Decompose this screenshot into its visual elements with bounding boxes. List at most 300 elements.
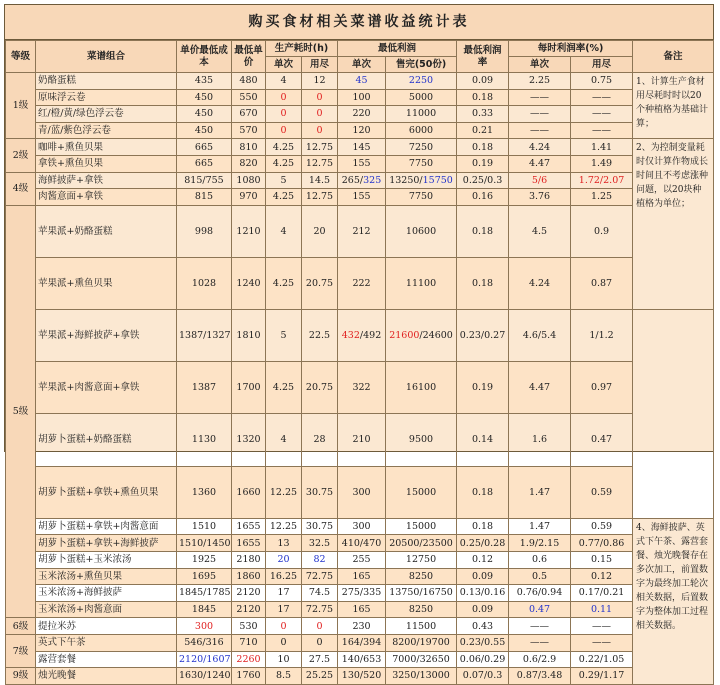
price-cell: 2120 [232, 601, 266, 618]
combo-name: 胡萝卜蛋糕+奶酪蛋糕 [36, 414, 177, 466]
level-cell: 7级 [6, 634, 36, 667]
profit-sale-cell: 16100 [386, 362, 457, 414]
profit-single-cell: 164/394 [338, 634, 386, 651]
hourly-single-cell: 0.6 [509, 551, 571, 568]
hourly-single-cell: 1.6 [509, 414, 571, 466]
profit-rate-cell: 0.09 [457, 568, 509, 585]
price-cell: 1655 [232, 535, 266, 552]
cost-cell: 1360 [177, 466, 232, 518]
table-title: 购买食材相关菜谱收益统计表 [5, 5, 713, 40]
time-total-cell: 22.5 [302, 310, 338, 362]
table-row [6, 634, 714, 651]
time-single-cell: 12.25 [266, 466, 302, 518]
profit-rate-cell: 0.25/0.28 [457, 535, 509, 552]
cost-cell: 450 [177, 89, 232, 106]
combo-name: 奶酪蛋糕 [36, 73, 177, 90]
time-total-cell: 12.75 [302, 155, 338, 172]
price-cell: 970 [232, 189, 266, 206]
time-single-cell: 0 [266, 634, 302, 651]
profit-rate-cell: 0.13/0.16 [457, 585, 509, 602]
combo-name: 露营套餐 [36, 651, 177, 668]
table-row [6, 601, 714, 618]
level-cell: 2级 [6, 139, 36, 172]
combo-name: 胡萝卜蛋糕+拿铁+熏鱼贝果 [36, 466, 177, 518]
profit-single-cell: 165 [338, 601, 386, 618]
combo-name: 拿铁+熏鱼贝果 [36, 155, 177, 172]
hourly-total-cell: 0.17/0.21 [571, 585, 633, 602]
hourly-total-cell: —— [571, 618, 633, 635]
price-cell: 550 [232, 89, 266, 106]
profit-single-b: 325 [363, 174, 382, 186]
price-cell: 1760 [232, 668, 266, 685]
time-total-cell: 72.75 [302, 601, 338, 618]
profit-rate-cell: 0.23/0.27 [457, 310, 509, 362]
table-row [6, 362, 714, 414]
hourly-total-cell: —— [571, 89, 633, 106]
time-total-cell: 30.75 [302, 466, 338, 518]
header-unit-cost: 单价最低成本 [177, 41, 232, 73]
hourly-total-cell: 0.97 [571, 362, 633, 414]
price-cell: 1860 [232, 568, 266, 585]
hourly-single-cell: —— [509, 618, 571, 635]
profit-single-cell: 300 [338, 466, 386, 518]
price-cell: 810 [232, 139, 266, 156]
cost-cell: 1387/1327 [177, 310, 232, 362]
profit-rate-cell: 0.19 [457, 362, 509, 414]
profit-single-a: 432 [341, 330, 360, 342]
time-total-cell: 30.75 [302, 518, 338, 535]
profit-single-cell: 130/520 [338, 668, 386, 685]
time-total-cell: 20.75 [302, 257, 338, 309]
profit-rate-cell: 0.18 [457, 466, 509, 518]
time-total-cell: 0 [302, 89, 338, 106]
profit-single-b: /492 [359, 330, 382, 342]
table-row [6, 668, 714, 685]
time-single-cell: 4 [266, 205, 302, 257]
hourly-total-cell: 0.77/0.86 [571, 535, 633, 552]
combo-name: 原味浮云卷 [36, 89, 177, 106]
cost-cell: 1695 [177, 568, 232, 585]
combo-name: 英式下午茶 [36, 634, 177, 651]
table-row [6, 466, 714, 518]
time-single-cell: 4.25 [266, 189, 302, 206]
time-total-cell: 27.5 [302, 651, 338, 668]
time-total-cell: 25.25 [302, 668, 338, 685]
time-single-cell: 8.5 [266, 668, 302, 685]
profit-rate-cell: 0.18 [457, 139, 509, 156]
price-cell: 1240 [232, 257, 266, 309]
time-total-cell: 14.5 [302, 172, 338, 189]
profit-single-cell: 220 [338, 106, 386, 123]
cost-cell: 665 [177, 155, 232, 172]
cost-cell: 1510 [177, 518, 232, 535]
table-row [6, 518, 714, 535]
time-single-cell: 0 [266, 106, 302, 123]
profit-sale-cell: 2250 [386, 73, 457, 90]
profit-rate-cell: 0.14 [457, 414, 509, 466]
profit-rate-cell: 0.09 [457, 601, 509, 618]
time-single-cell: 4 [266, 414, 302, 466]
level-cell: 6级 [6, 618, 36, 635]
profit-sale-cell: 9500 [386, 414, 457, 466]
profit-single-cell: 322 [338, 362, 386, 414]
hourly-total-cell: 1.25 [571, 189, 633, 206]
hourly-single-cell: 5/6 [509, 172, 571, 189]
profit-sale-cell: 7250 [386, 139, 457, 156]
combo-name: 红/橙/黄/绿色浮云卷 [36, 106, 177, 123]
time-total-cell: 0 [302, 106, 338, 123]
profit-single-cell: 212 [338, 205, 386, 257]
profit-single-cell [338, 172, 386, 189]
time-total-cell: 72.75 [302, 568, 338, 585]
cost-cell: 1630/1240 [177, 668, 232, 685]
profit-single-a: 265/ [341, 174, 364, 186]
combo-name: 苹果派+海鲜披萨+拿铁 [36, 310, 177, 362]
price-cell: 1810 [232, 310, 266, 362]
profit-sale-cell: 8200/19700 [386, 634, 457, 651]
time-single-cell: 16.25 [266, 568, 302, 585]
profit-rate-cell: 0.33 [457, 106, 509, 123]
note-cell-2 [633, 139, 714, 310]
hourly-total-cell: 0.29/1.17 [571, 668, 633, 685]
profit-sale-cell: 11500 [386, 618, 457, 635]
table-row [6, 73, 714, 90]
profit-rate-cell: 0.43 [457, 618, 509, 635]
hourly-total-cell: —— [571, 634, 633, 651]
hourly-total-cell: 0.9 [571, 205, 633, 257]
header-prod-time: 生产耗时(h) [266, 41, 338, 57]
profit-rate-cell: 0.12 [457, 551, 509, 568]
header-combo: 菜谱组合 [36, 41, 177, 73]
hourly-total-cell: 0.15 [571, 551, 633, 568]
cost-cell: 1925 [177, 551, 232, 568]
profit-rate-cell: 0.18 [457, 205, 509, 257]
cost-cell: 815/755 [177, 172, 232, 189]
hourly-single-cell: 1.9/2.15 [509, 535, 571, 552]
profit-single-cell: 410/470 [338, 535, 386, 552]
hourly-total-cell: 0.11 [571, 601, 633, 618]
hourly-single-cell: —— [509, 106, 571, 123]
cost-cell: 1028 [177, 257, 232, 309]
cost-cell: 2120/1607 [177, 651, 232, 668]
hourly-single-cell: —— [509, 634, 571, 651]
combo-name: 玉米浓汤+熏鱼贝果 [36, 568, 177, 585]
hourly-single-cell: 3.76 [509, 189, 571, 206]
profit-sale-cell: 15000 [386, 518, 457, 535]
profit-sale-cell: 6000 [386, 122, 457, 139]
profit-single-cell: 300 [338, 518, 386, 535]
time-total-cell: 28 [302, 414, 338, 466]
profit-rate-cell: 0.18 [457, 89, 509, 106]
time-single-cell: 0 [266, 89, 302, 106]
hourly-single-cell: 4.24 [509, 257, 571, 309]
price-cell: 1700 [232, 362, 266, 414]
profit-sale-a: 13250/ [389, 174, 423, 186]
cost-cell: 1130 [177, 414, 232, 466]
time-total-cell: 0 [302, 122, 338, 139]
profit-sale-cell: 5000 [386, 89, 457, 106]
cost-cell: 998 [177, 205, 232, 257]
table-row [6, 139, 714, 156]
hourly-single-cell: 0.5 [509, 568, 571, 585]
price-cell: 670 [232, 106, 266, 123]
table-row [6, 414, 714, 466]
time-single-cell: 10 [266, 651, 302, 668]
hourly-single-cell: 4.6/5.4 [509, 310, 571, 362]
recipe-profit-table [5, 40, 714, 685]
table-row [6, 205, 714, 257]
table-row [6, 257, 714, 309]
table-row [6, 155, 714, 172]
hourly-single-cell: 0.47 [509, 601, 571, 618]
time-single-cell: 5 [266, 172, 302, 189]
hourly-total-cell: 1.49 [571, 155, 633, 172]
hourly-single-cell: 0.6/2.9 [509, 651, 571, 668]
profit-single-cell: 145 [338, 139, 386, 156]
header-hourly-total: 用尽 [571, 57, 633, 73]
time-total-cell: 0 [302, 618, 338, 635]
hourly-single-cell: 2.25 [509, 73, 571, 90]
note-4: 4、海鲜披萨、英式下午茶、露营套餐、烛光晚餐存在多次加工，前置数字为最终加工轮次相关数据，后置数字为整体加工过程相关数据。 [636, 522, 709, 631]
cost-cell: 546/316 [177, 634, 232, 651]
price-cell: 1655 [232, 518, 266, 535]
profit-sale-cell: 10600 [386, 205, 457, 257]
profit-single-cell: 140/653 [338, 651, 386, 668]
hourly-single-cell: —— [509, 122, 571, 139]
header-min-price: 最低单价 [232, 41, 266, 73]
combo-name: 提拉米苏 [36, 618, 177, 635]
cost-cell: 1845/1785 [177, 585, 232, 602]
level-cell: 9级 [6, 668, 36, 685]
hourly-single-cell: 0.87/3.48 [509, 668, 571, 685]
level-cell: 5级 [6, 205, 36, 618]
cost-cell: 1387 [177, 362, 232, 414]
cost-cell: 665 [177, 139, 232, 156]
time-total-cell: 12.75 [302, 139, 338, 156]
price-cell: 570 [232, 122, 266, 139]
price-cell: 1660 [232, 466, 266, 518]
hourly-total-cell: 0.12 [571, 568, 633, 585]
profit-rate-cell: 0.16 [457, 189, 509, 206]
hourly-total-cell: 0.22/1.05 [571, 651, 633, 668]
profit-rate-cell: 0.21 [457, 122, 509, 139]
time-single-cell: 5 [266, 310, 302, 362]
time-total-cell: 12.75 [302, 189, 338, 206]
hourly-total-cell: 1/1.2 [571, 310, 633, 362]
profit-single-cell [338, 310, 386, 362]
time-single-cell: 0 [266, 618, 302, 635]
time-single-cell: 4.25 [266, 155, 302, 172]
table-row [6, 310, 714, 362]
profit-sale-b: 15750 [422, 174, 453, 186]
profit-single-cell: 210 [338, 414, 386, 466]
note-cell-4 [633, 518, 714, 684]
hourly-total-cell: 0.59 [571, 466, 633, 518]
time-single-cell: 17 [266, 585, 302, 602]
header-min-profit-rate: 最低利润率 [457, 41, 509, 73]
table-row [6, 122, 714, 139]
header-level: 等级 [6, 41, 36, 73]
price-cell: 820 [232, 155, 266, 172]
hourly-total-cell: 1.72/2.07 [571, 172, 633, 189]
profit-sale-cell: 7750 [386, 155, 457, 172]
combo-name: 胡萝卜蛋糕+玉米浓汤 [36, 551, 177, 568]
combo-name: 青/蓝/紫色浮云卷 [36, 122, 177, 139]
combo-name: 苹果派+熏鱼贝果 [36, 257, 177, 309]
profit-sale-cell: 12750 [386, 551, 457, 568]
time-total-cell: 20.75 [302, 362, 338, 414]
profit-single-cell: 155 [338, 189, 386, 206]
table-row [6, 189, 714, 206]
cost-cell: 1845 [177, 601, 232, 618]
level-cell: 4级 [6, 172, 36, 205]
profit-single-cell: 45 [338, 73, 386, 90]
header-profit-sale: 售完(50份) [386, 57, 457, 73]
table-row [6, 535, 714, 552]
profit-single-cell: 165 [338, 568, 386, 585]
time-single-cell: 20 [266, 551, 302, 568]
header-time-total: 用尽 [302, 57, 338, 73]
price-cell: 2120 [232, 585, 266, 602]
hourly-single-cell: —— [509, 89, 571, 106]
time-total-cell: 0 [302, 634, 338, 651]
profit-rate-cell: 0.25/0.3 [457, 172, 509, 189]
profit-rate-cell: 0.18 [457, 518, 509, 535]
profit-rate-cell: 0.06/0.29 [457, 651, 509, 668]
header-min-profit: 最低利润 [338, 41, 457, 57]
profit-sale-cell [386, 310, 457, 362]
price-cell: 480 [232, 73, 266, 90]
profit-single-cell: 120 [338, 122, 386, 139]
price-cell: 710 [232, 634, 266, 651]
combo-name: 苹果派+肉酱意面+拿铁 [36, 362, 177, 414]
combo-name: 玉米浓汤+肉酱意面 [36, 601, 177, 618]
header-note: 备注 [633, 41, 714, 73]
profit-single-cell: 100 [338, 89, 386, 106]
profit-rate-cell: 0.07/0.3 [457, 668, 509, 685]
price-cell: 1210 [232, 205, 266, 257]
time-total-cell: 12 [302, 73, 338, 90]
stats-table-panel [4, 4, 714, 682]
profit-sale-cell: 15000 [386, 466, 457, 518]
time-single-cell: 17 [266, 601, 302, 618]
profit-sale-cell: 8250 [386, 601, 457, 618]
combo-name: 肉酱意面+拿铁 [36, 189, 177, 206]
price-cell: 2180 [232, 551, 266, 568]
combo-name: 海鲜披萨+拿铁 [36, 172, 177, 189]
hourly-total-cell: —— [571, 106, 633, 123]
time-total-cell: 32.5 [302, 535, 338, 552]
combo-name: 烛光晚餐 [36, 668, 177, 685]
profit-single-cell: 222 [338, 257, 386, 309]
time-single-cell: 12.25 [266, 518, 302, 535]
profit-sale-cell [386, 172, 457, 189]
hourly-single-cell: 4.47 [509, 362, 571, 414]
level-cell: 1级 [6, 73, 36, 139]
time-single-cell: 4.25 [266, 257, 302, 309]
profit-single-cell: 155 [338, 155, 386, 172]
cost-cell: 1510/1450 [177, 535, 232, 552]
header-profit-single: 单次 [338, 57, 386, 73]
time-single-cell: 4 [266, 73, 302, 90]
table-row [6, 106, 714, 123]
profit-sale-cell: 11100 [386, 257, 457, 309]
time-total-cell: 82 [302, 551, 338, 568]
profit-single-cell: 255 [338, 551, 386, 568]
hourly-total-cell: 0.47 [571, 414, 633, 466]
price-cell: 1320 [232, 414, 266, 466]
combo-name: 玉米浓汤+海鲜披萨 [36, 585, 177, 602]
hourly-total-cell: 1.41 [571, 139, 633, 156]
price-cell: 530 [232, 618, 266, 635]
cost-cell: 300 [177, 618, 232, 635]
hourly-single-cell: 4.47 [509, 155, 571, 172]
time-single-cell: 4.25 [266, 362, 302, 414]
time-total-cell: 74.5 [302, 585, 338, 602]
hourly-total-cell: 0.87 [571, 257, 633, 309]
profit-rate-cell: 0.09 [457, 73, 509, 90]
table-row [6, 585, 714, 602]
hourly-total-cell: 0.75 [571, 73, 633, 90]
cost-cell: 450 [177, 106, 232, 123]
cost-cell: 450 [177, 122, 232, 139]
profit-rate-cell: 0.19 [457, 155, 509, 172]
table-row [6, 89, 714, 106]
time-single-cell: 4.25 [266, 139, 302, 156]
table-row [6, 651, 714, 668]
header-time-single: 单次 [266, 57, 302, 73]
hourly-total-cell: —— [571, 122, 633, 139]
header-hourly-rate: 每时利润率(%) [509, 41, 633, 57]
profit-sale-cell: 20500/23500 [386, 535, 457, 552]
hourly-single-cell: 0.76/0.94 [509, 585, 571, 602]
cost-cell: 815 [177, 189, 232, 206]
hourly-single-cell: 4.5 [509, 205, 571, 257]
header-hourly-single: 单次 [509, 57, 571, 73]
profit-sale-cell: 7000/32650 [386, 651, 457, 668]
profit-sale-cell: 13750/16750 [386, 585, 457, 602]
profit-single-cell: 275/335 [338, 585, 386, 602]
profit-single-cell: 230 [338, 618, 386, 635]
profit-rate-cell: 0.23/0.55 [457, 634, 509, 651]
hourly-single-cell: 1.47 [509, 518, 571, 535]
price-cell: 1080 [232, 172, 266, 189]
hourly-total-cell: 0.59 [571, 518, 633, 535]
combo-name: 胡萝卜蛋糕+拿铁+海鲜披萨 [36, 535, 177, 552]
table-row [6, 618, 714, 635]
combo-name: 咖啡+熏鱼贝果 [36, 139, 177, 156]
time-single-cell: 13 [266, 535, 302, 552]
profit-sale-cell: 8250 [386, 568, 457, 585]
note-cell-1 [633, 73, 714, 139]
cost-cell: 435 [177, 73, 232, 90]
table-row [6, 551, 714, 568]
hourly-single-cell: 4.24 [509, 139, 571, 156]
table-row [6, 568, 714, 585]
profit-sale-cell: 11000 [386, 106, 457, 123]
hourly-single-cell: 1.47 [509, 466, 571, 518]
time-total-cell: 20 [302, 205, 338, 257]
profit-sale-cell: 3250/13000 [386, 668, 457, 685]
profit-sale-cell: 7750 [386, 189, 457, 206]
table-row [6, 172, 714, 189]
time-single-cell: 0 [266, 122, 302, 139]
profit-rate-cell: 0.18 [457, 257, 509, 309]
profit-sale-a: 21600 [389, 330, 420, 342]
note-1: 1、计算生产食材用尽耗时时以20个种植格为基础计算； [636, 77, 709, 129]
profit-sale-b: /24600 [419, 330, 453, 342]
combo-name: 苹果派+奶酪蛋糕 [36, 205, 177, 257]
